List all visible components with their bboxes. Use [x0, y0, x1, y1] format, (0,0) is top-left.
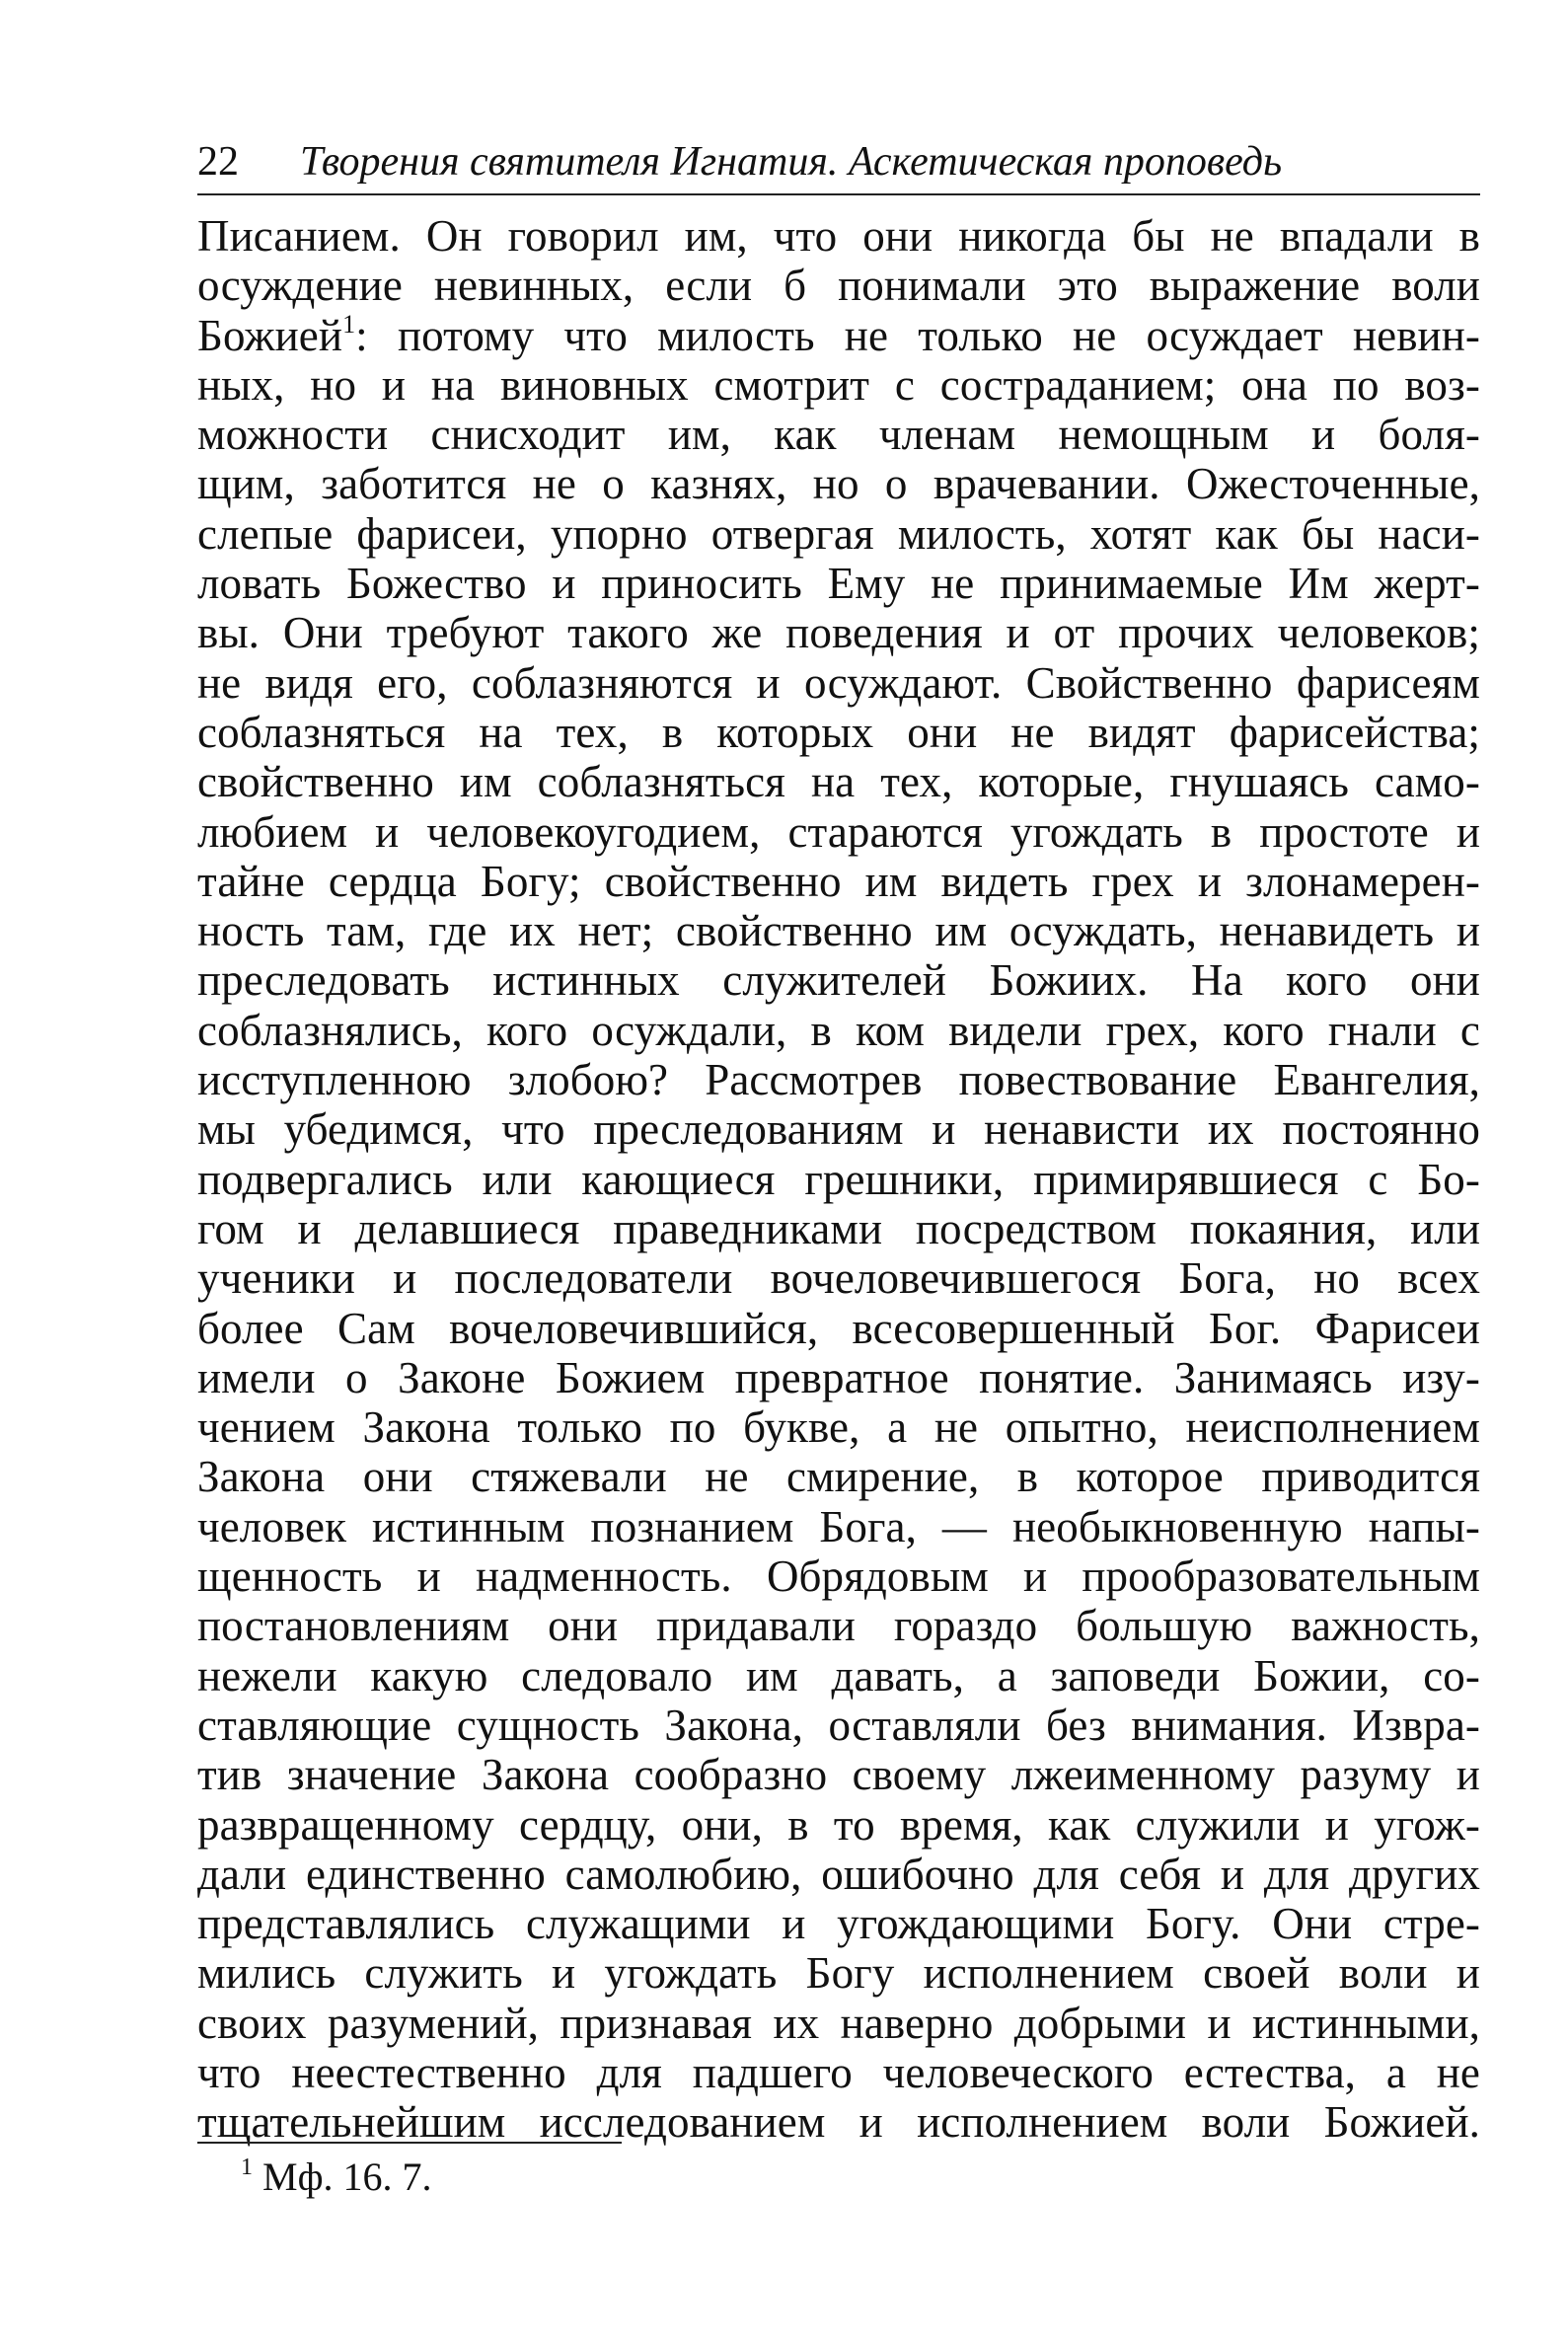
text-line: ловать Божество и приносить Ему не принимаемые Им жерт- [197, 559, 1480, 609]
text-line: постановлениям они придавали гораздо большую важность, [197, 1601, 1480, 1651]
footnote-text: Мф. 16. 7. [262, 2154, 432, 2199]
text-line: Писанием. Он говорил им, что они никогда бы не впадали в [197, 211, 1480, 261]
text-line: ных, но и на виновных смотрит с состраданием; она по воз- [197, 359, 1480, 410]
text-line: представлялись служащими и угождающими Богу. Они стре- [197, 1899, 1480, 1949]
text-line: исступленною злобою? Рассмотрев повествование Евангелия, [197, 1055, 1480, 1105]
text-line: подвергались или кающиеся грешники, примирявшиеся с Бо- [197, 1154, 1480, 1204]
text-line: развращенному сердцу, они, в то время, как служили и угож- [197, 1799, 1480, 1850]
text-line: более Сам вочеловечившийся, всесовершенный Бог. Фарисеи [197, 1303, 1480, 1353]
text-line: слепые фарисеи, упорно отвергая милость, хотят как бы наси- [197, 508, 1480, 559]
text-line: ученики и последователи вочеловечившегося Бога, но всех [197, 1253, 1480, 1304]
text-line: не видя его, соблазняются и осуждают. Свойственно фарисеям [197, 657, 1480, 708]
text-line: можности снисходит им, как членам немощным и боля- [197, 410, 1480, 460]
footnote-rule [197, 2142, 622, 2144]
text-line: тив значение Закона сообразно своему лжеименному разуму и [197, 1750, 1480, 1800]
text-line: тайне сердца Богу; свойственно им видеть грех и злонамерен- [197, 856, 1480, 906]
body-text [197, 211, 1480, 2148]
text-line-end: : потому что милость не только не осуждает невин- [355, 310, 1480, 360]
footnote-number: 1 [241, 2154, 253, 2180]
text-line: дали единственно самолюбию, ошибочно для себя и для других [197, 1849, 1480, 1899]
text-line: человек истинным познанием Бога, — необыкновенную напы- [197, 1501, 1480, 1551]
footnote-reference[interactable]: 1 [342, 309, 356, 339]
text-line: любием и человекоугодием, стараются угождать в простоте и [197, 806, 1480, 857]
text-line: нежели какую следовало им давать, а заповеди Божии, со- [197, 1650, 1480, 1701]
page-header [197, 134, 1480, 189]
text-line: что неестественно для падшего человеческого естества, а не [197, 2047, 1480, 2097]
text-line: тщательнейшим исследованием и исполнением воли Божией. [197, 2097, 1480, 2148]
text-line: осуждение невинных, если б понимали это выражение воли [197, 261, 1480, 311]
text-line [197, 311, 1480, 360]
text-line: преследовать истинных служителей Божиих. На кого они [197, 955, 1480, 1006]
text-line: вы. Они требуют такого же поведения и от прочих человеков; [197, 608, 1480, 658]
footnote [241, 2154, 833, 2201]
text-line: соблазняться на тех, в которых они не видят фарисейства; [197, 707, 1480, 757]
header-rule [197, 193, 1480, 195]
page-number: 22 [197, 139, 239, 185]
text-line: своих разумений, признавая их наверно добрыми и истинными, [197, 1998, 1480, 2048]
text-line: чением Закона только по букве, а не опытно, неисполнением [197, 1402, 1480, 1453]
text-line-start: Божией [197, 310, 343, 360]
text-line: свойственно им соблазняться на тех, которые, гнушаясь само- [197, 757, 1480, 807]
text-line: гом и делавшиеся праведниками посредством покаяния, или [197, 1203, 1480, 1253]
text-line: ставляющие сущность Закона, оставляли без внимания. Извра- [197, 1700, 1480, 1750]
text-line: имели о Законе Божием превратное понятие. Занимаясь изу- [197, 1352, 1480, 1402]
text-line: соблазнялись, кого осуждали, в ком видели грех, кого гнали с [197, 1005, 1480, 1055]
text-line: щим, заботится не о казнях, но о врачевании. Ожесточенные, [197, 459, 1480, 509]
text-line: Закона они стяжевали не смирение, в которое приводится [197, 1452, 1480, 1502]
text-line: мились служить и угождать Богу исполнением своей воли и [197, 1948, 1480, 1999]
running-title: Творения святителя Игнатия. Аскетическая проповедь [300, 139, 1283, 185]
text-line: мы убедимся, что преследованиям и ненависти их постоянно [197, 1104, 1480, 1155]
text-line: ность там, где их нет; свойственно им осуждать, ненавидеть и [197, 906, 1480, 956]
text-line: щенность и надменность. Обрядовым и прообразовательным [197, 1551, 1480, 1602]
